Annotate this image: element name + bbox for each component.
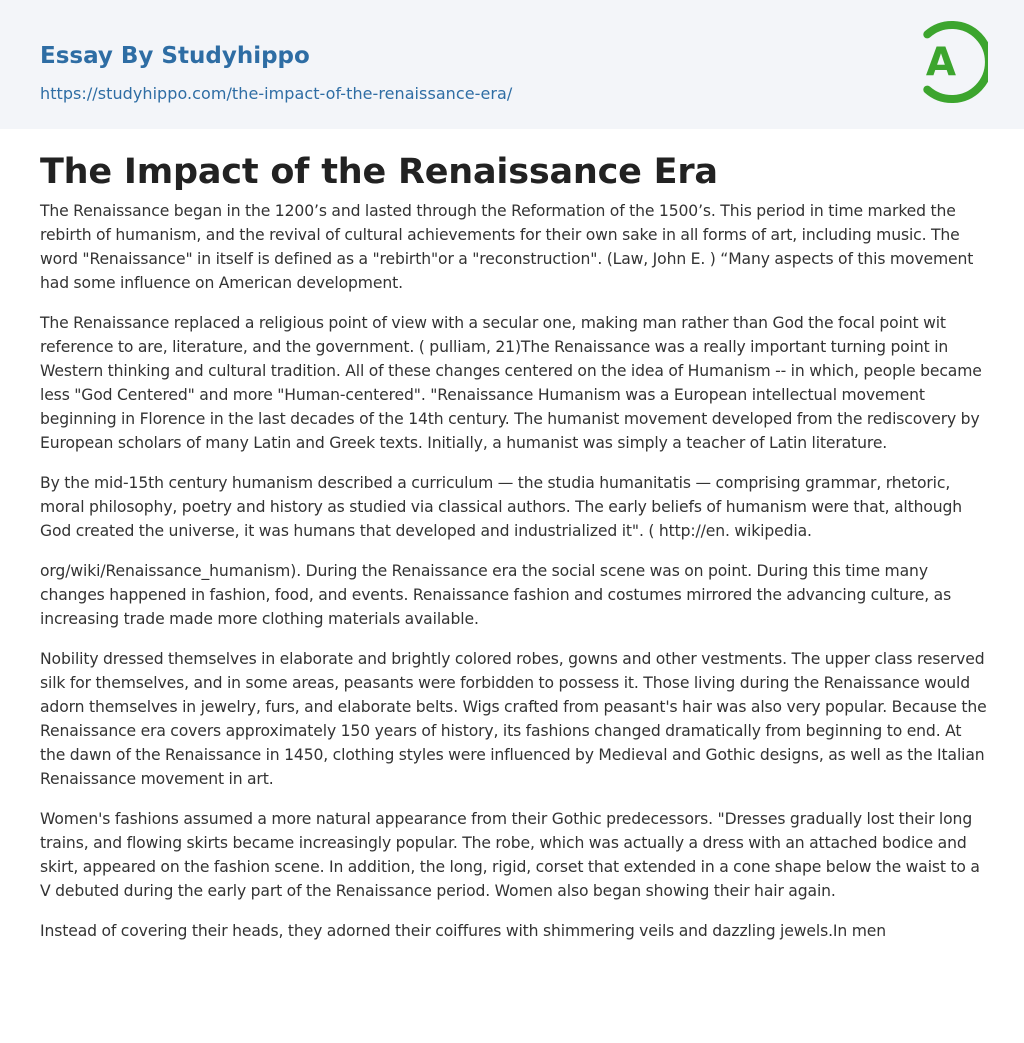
- paragraph-3: By the mid-15th century humanism described a curriculum — the studia humanitatis — comprising grammar, rhetoric, moral philosophy, poetry and history as studied via classical authors. The early beliefs of humanism were that, although God created the universe, it was humans that developed and industrialized it". ( http://en. wikipedia.: [40, 474, 963, 540]
- essay-title: The Impact of the Renaissance Era: [40, 152, 718, 192]
- paragraph-5: Nobility dressed themselves in elaborate and brightly colored robes, gowns and other vestments. The upper class reserved silk for themselves, and in some areas, peasants were forbidden to possess it. Those living during the Renaissance would adorn themselves in jewelry, furs, and elaborate belts. Wigs crafted from peasant's hair was also very popular. Because the Renaissance era covers approximately 150 years of history, its fashions changed dramatically from beginning to end. At the dawn of the Renaissance in 1450, clothing styles were influenced by Medieval and Gothic designs, as well as the Italian Renaissance movement in art.: [40, 650, 987, 788]
- paragraph-2: The Renaissance replaced a religious point of view with a secular one, making man rather than God the focal point wit reference to are, literature, and the government. ( pulliam, 21)The Renaissance was a really important turning point in Western thinking and cultural tradition. All of these changes centered on the idea of Humanism -- in which, people became less "God Centered" and more "Human-centered". "Renaissance Humanism was a European intellectual movement beginning in Florence in the last decades of the 14th century. The humanist movement developed from the rediscovery by European scholars of many Latin and Greek texts. Initially, a humanist was simply a teacher of Latin literature.: [40, 314, 982, 452]
- site-header: [0, 0, 1024, 129]
- paragraph-4: org/wiki/Renaissance_humanism). During the Renaissance era the social scene was on point. During this time many changes happened in fashion, food, and events. Renaissance fashion and costumes mirrored the advancing culture, as increasing trade made more clothing materials available.: [40, 562, 952, 628]
- essay-content: [0, 151, 1024, 943]
- paragraph-1: The Renaissance began in the 1200’s and lasted through the Reformation of the 1500’s. This period in time marked the rebirth of humanism, and the revival of cultural achievements for their own sake in all forms of art, including music. The word "Renaissance" in itself is defined as a "rebirth"or a "reconstruction". (Law, John E. ) “Many aspects of this movement had some influence on American development.: [40, 202, 974, 292]
- source-url-link[interactable]: https://studyhippo.com/the-impact-of-the-renaissance-era/: [40, 84, 513, 103]
- brand-title: Essay By Studyhippo: [40, 43, 310, 69]
- paragraph-7: Instead of covering their heads, they adorned their coiffures with shimmering veils and dazzling jewels.In men: [40, 922, 886, 940]
- logo-letter: A: [925, 40, 957, 85]
- paragraph-6: Women's fashions assumed a more natural appearance from their Gothic predecessors. "Dresses gradually lost their long trains, and flowing skirts became increasingly popular. The robe, which was actually a dress with an attached bodice and skirt, appeared on the fashion scene. In addition, the long, rigid, corset that extended in a cone shape below the waist to a V debuted during the early part of the Renaissance period. Women also began showing their hair again.: [40, 810, 980, 900]
- studyhippo-logo-icon: [910, 18, 988, 106]
